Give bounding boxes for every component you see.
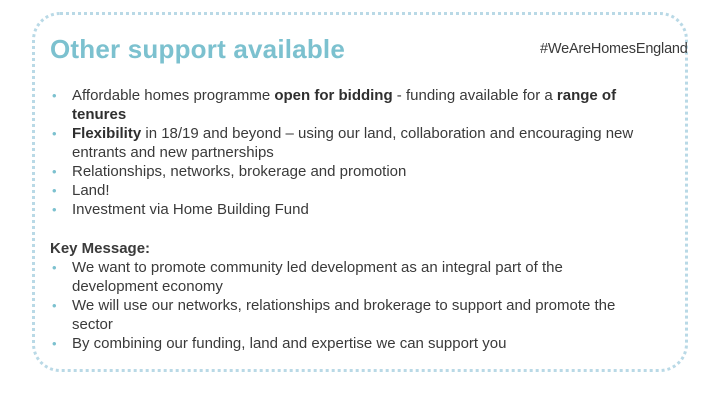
bullet-icon: • [52,202,57,217]
list-item-emphasis: open for bidding [274,87,393,104]
list-item [50,181,650,200]
bullet-icon: • [52,260,57,275]
hashtag-label: #WeAreHomesEngland [540,41,688,57]
list-item-text: Relationships, networks, brokerage and promotion [72,163,407,180]
list-item-emphasis: Flexibility [72,125,142,142]
bullet-icon: • [52,164,57,179]
key-message-list [50,258,650,353]
slide-content [50,86,650,353]
bullet-icon: • [52,298,57,313]
list-item-emphasis: range of tenures [72,87,617,123]
list-item-text: in 18/19 and beyond – using our land, collaboration and encouraging new entrants and new partnerships [72,125,634,161]
list-item [50,296,650,334]
list-item-text: By combining our funding, land and expertise we can support you [72,335,507,352]
list-item-text: We will use our networks, relationships and brokerage to support and promote the sector [72,297,616,333]
list-item-text: Affordable homes programme [72,87,275,104]
list-item [50,200,650,219]
bullet-icon: • [52,183,57,198]
list-item [50,258,650,296]
bullet-icon: • [52,336,57,351]
list-item-text: We want to promote community led development as an integral part of the development economy [72,259,563,295]
key-message-heading: Key Message: [50,240,151,257]
bullet-icon: • [52,126,57,141]
bullet-icon: • [52,88,57,103]
list-item [50,334,650,353]
slide-title: Other support available [50,34,346,64]
list-item [50,162,650,181]
list-item-text: Land! [72,182,110,199]
support-list [50,86,650,219]
list-item-text: Investment via Home Building Fund [72,201,309,218]
list-item-text: - funding available for a [392,87,557,104]
list-item [50,86,650,124]
list-item [50,124,650,162]
spacer [50,219,650,239]
